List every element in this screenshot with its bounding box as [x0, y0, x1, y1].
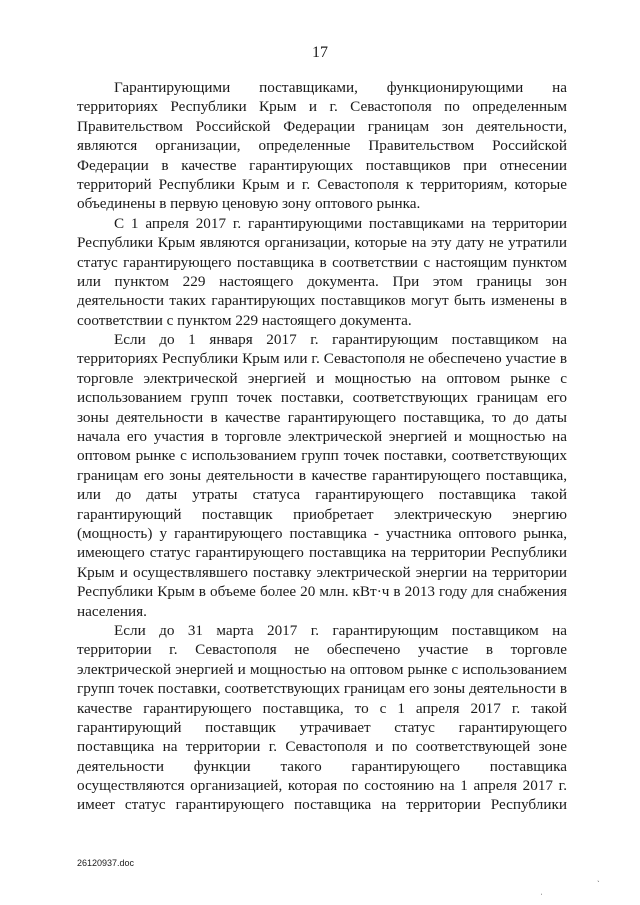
text-line: Республики Крым являются организации, которые на эту дату не утратили [77, 234, 567, 252]
text-line: Если до 31 марта 2017 г. гарантирующим поставщиком на [114, 621, 567, 639]
text-line: территориях Республики Крым или г. Севастополя не обеспечено участие в [77, 350, 567, 368]
text-line: являются организации, определенные Правительством Российской [77, 137, 567, 155]
text-line: С 1 апреля 2017 г. гарантирующими поставщиками на территории [114, 214, 567, 232]
text-line: гарантирующий поставщик приобретает электрическую энергию [77, 505, 567, 523]
text-line: Гарантирующими поставщиками, функционирующими на [114, 79, 567, 96]
text-line: населения. [77, 602, 147, 620]
text-line: использованием групп точек поставки, соответствующих границам его [77, 389, 567, 407]
text-line: начала его участия в торговле электрической энергией и мощностью на [77, 428, 567, 446]
text-line: деятельности таких гарантирующих поставщиков могут быть изменены в [77, 292, 567, 310]
text-line: или пунктом 229 настоящего документа. При этом границы зон [77, 272, 567, 290]
text-line: территорий Республики Крым и г. Севастополя к территориям, которые [77, 175, 567, 193]
text-line: статус гарантирующего поставщика в соответствии с настоящим пунктом [77, 253, 567, 271]
text-line: Правительством Российской Федерации границам зон деятельности, [77, 117, 567, 135]
text-line: границам его зоны деятельности в качестве гарантирующего поставщика, [77, 466, 567, 484]
text-line: имеющего статус гарантирующего поставщика на территории Республики [77, 544, 567, 562]
text-line: торговле электрической энергией и мощностью на оптовом рынке с [77, 369, 567, 387]
scan-mark: ˏ [597, 873, 600, 882]
text-line: деятельности функции такого гарантирующего поставщика [77, 757, 567, 775]
text-line: (мощность) у гарантирующего поставщика - участника оптового рынка, [77, 524, 567, 542]
file-name-footer: 26120937.doc [77, 858, 135, 868]
text-line: имеет статус гарантирующего поставщика на территории Республики [77, 796, 567, 814]
text-line: территориях Республики Крым и г. Севастополя по определенным [77, 98, 567, 116]
text-line: Если до 1 января 2017 г. гарантирующим поставщиком на [114, 331, 567, 349]
text-line: Республики Крым в объеме более 20 млн. кВт·ч в 2013 году для снабжения [77, 583, 567, 601]
document-body [77, 78, 567, 815]
text-line: качестве гарантирующего поставщика, то с 1 апреля 2017 г. такой [77, 699, 567, 717]
text-line: электрической энергией и мощностью на оптовом рынке с использованием [77, 660, 567, 678]
text-line: групп точек поставки, соответствующих границам его зоны деятельности в [77, 680, 567, 698]
text-line: оптовом рынке с использованием групп точек поставки, соответствующих [77, 447, 567, 465]
text-line: объединены в первую ценовую зону оптового рынка. [77, 195, 421, 213]
text-line: поставщика на территории г. Севастополя и по соответствующей зоне [77, 738, 567, 756]
text-line: зоны деятельности в качестве гарантирующего поставщика, то до даты [77, 408, 567, 426]
text-line: гарантирующий поставщик утрачивает статус гарантирующего [77, 718, 567, 736]
text-line: Крым и осуществлявшего поставку электрической энергии на территории [77, 563, 567, 581]
text-line: Федерации в качестве гарантирующих поставщиков при отнесении [77, 156, 567, 174]
page-number: 17 [312, 44, 328, 61]
text-line: или до даты утраты статуса гарантирующего поставщика такой [77, 486, 567, 504]
scan-mark: ˌ [540, 886, 543, 895]
text-line: осуществляются организацией, которая по состоянию на 1 апреля 2017 г. [77, 777, 567, 795]
text-line: территории г. Севастополя не обеспечено участие в торговле [77, 641, 567, 659]
text-line: соответствии с пунктом 229 настоящего документа. [77, 311, 412, 329]
